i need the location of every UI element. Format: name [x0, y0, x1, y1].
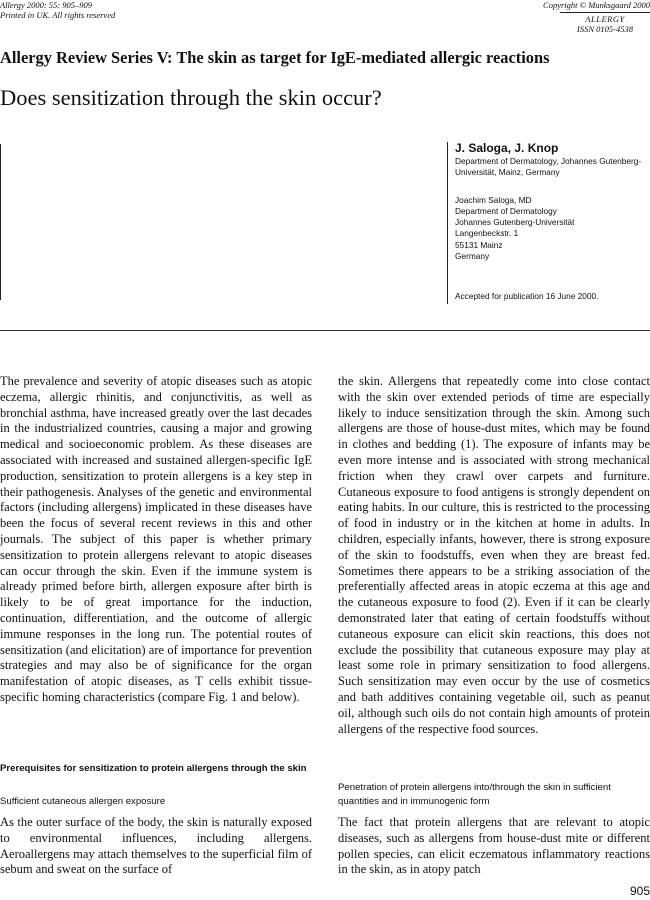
- correspondence-city: 55131 Mainz: [455, 239, 503, 250]
- penetration-paragraph: The fact that protein allergens that are relevant to atopic diseases, such as allergens from house-dust mite or different pollen species, can elicit eczematous inflammatory reactions in the skin, as in atopy patch: [338, 815, 650, 877]
- accepted-date: Accepted for publication 16 June 2000.: [455, 291, 599, 301]
- running-header-right: [450, 0, 650, 34]
- left-frame-line: [0, 144, 1, 300]
- intro-paragraph: The prevalence and severity of atopic diseases such as atopic eczema, allergic rhinitis, and conjunctivitis, as well as bronchial asthma, have increased greatly over the last decades in the industrialized countries, causing a major and growing medical and socioeconomic problem. As these diseases are associated with increased and sustained allergen-specific IgE production, sensitization to protein allergens is a key step in their pathogenesis. Analyses of the genetic and environmental factors (including allergens) implicated in these diseases have been the focus of several recent reviews in this and other journals. The subject of this paper is whether primary sensitization to protein allergens relevant to atopic diseases can occur through the skin. Even if the immune system is already primed before birth, allergen exposure after birth is likely to be of great importance for the induction, continuation, differentiation, and the outcome of allergic immune responses in the long run. The potential routes of sensitization (and elicitation) are of importance for prevention strategies and may also be of significance for the organ manifestation of atopic diseases, as T cells exhibit tissue-specific homing characteristics (compare Fig. 1 and below).: [0, 374, 312, 704]
- author-block: [455, 141, 650, 301]
- section-divider: [0, 330, 650, 331]
- exposure-paragraph-continued: the skin. Allergens that repeatedly come into close contact with the skin over extended periods of time are especially likely to induce sensitization through the skin. Among such allergens are those of house-dust mites, which may be found in clothes and bedding (1). The exposure of infants may be even more intense and is associated with strong mechanical friction when they crawl over carpets and furniture. Cutaneous exposure to food antigens is strongly dependent on eating habits. In our culture, this is restricted to the processing of food in industry or in the kitchen at home in adults. In children, especially infants, however, there is strong exposure of the skin to foodstuffs, even when they are breast fed. Sometimes there appears to be a striking association of the preferentially affected areas in atopic eczema at this age and the cutaneous exposure to food (2). Even if it can be clearly demonstrated later that eating of certain foodstuffs without cutaneous exposure can elicit skin reactions, this does not exclude the possibility that cutaneous exposure may play at least some role in primary sensitization to food allergens. Such sensitization may even occur by the use of cosmetics and bath additives containing vegetable oil, such as peanut oil, although such oils do not contain high amounts of protein allergens of the respective food sources.: [338, 374, 650, 736]
- correspondence-country: Germany: [455, 251, 490, 262]
- issn: ISSN 0105-4538: [577, 24, 633, 34]
- body-column-right-continued: [338, 815, 650, 878]
- subsection-heading-2: Penetration of protein allergens into/through the skin in sufficient quantities and in immunogenic form: [338, 782, 611, 807]
- running-header-left: [0, 0, 115, 20]
- correspondence-university: Johannes Gutenberg-Universität: [455, 217, 575, 228]
- printed-notice: Printed in UK. All rights reserved: [0, 10, 116, 20]
- header-rule: [560, 12, 650, 13]
- body-column-left-continued: [0, 815, 312, 878]
- article-title: Does sensitization through the skin occur?: [0, 85, 382, 110]
- copyright-notice: Copyright © Munksgaard 2000: [543, 0, 650, 10]
- subsection-heading-1: Sufficient cutaneous allergen exposure: [0, 796, 166, 807]
- body-column-right: [338, 374, 650, 737]
- author-names: J. Saloga, J. Knop: [455, 141, 559, 155]
- correspondence-street: Langenbeckstr. 1: [455, 228, 519, 239]
- correspondence-department: Department of Dermatology: [455, 205, 557, 216]
- exposure-paragraph: As the outer surface of the body, the skin is naturally exposed to environmental influences, including allergens. Aeroallergens may attach themselves to the superficial film of sebum and sweat on the surface of: [0, 815, 312, 877]
- affiliation-line-2: Universität, Mainz, Germany: [455, 167, 560, 178]
- journal-citation: Allergy 2000: 55: 905–909: [0, 0, 92, 10]
- author-divider-line: [447, 142, 448, 304]
- page-number: 905: [629, 884, 650, 898]
- body-column-left: [0, 374, 312, 706]
- section-heading: Prerequisites for sensitization to protein allergens through the skin: [0, 763, 307, 774]
- correspondence-name: Joachim Saloga, MD: [455, 194, 532, 205]
- journal-name: ALLERGY: [585, 14, 625, 24]
- series-title: Allergy Review Series V: The skin as target for IgE-mediated allergic reactions: [0, 48, 550, 67]
- affiliation-line-1: Department of Dermatology, Johannes Gutenberg-: [455, 156, 642, 166]
